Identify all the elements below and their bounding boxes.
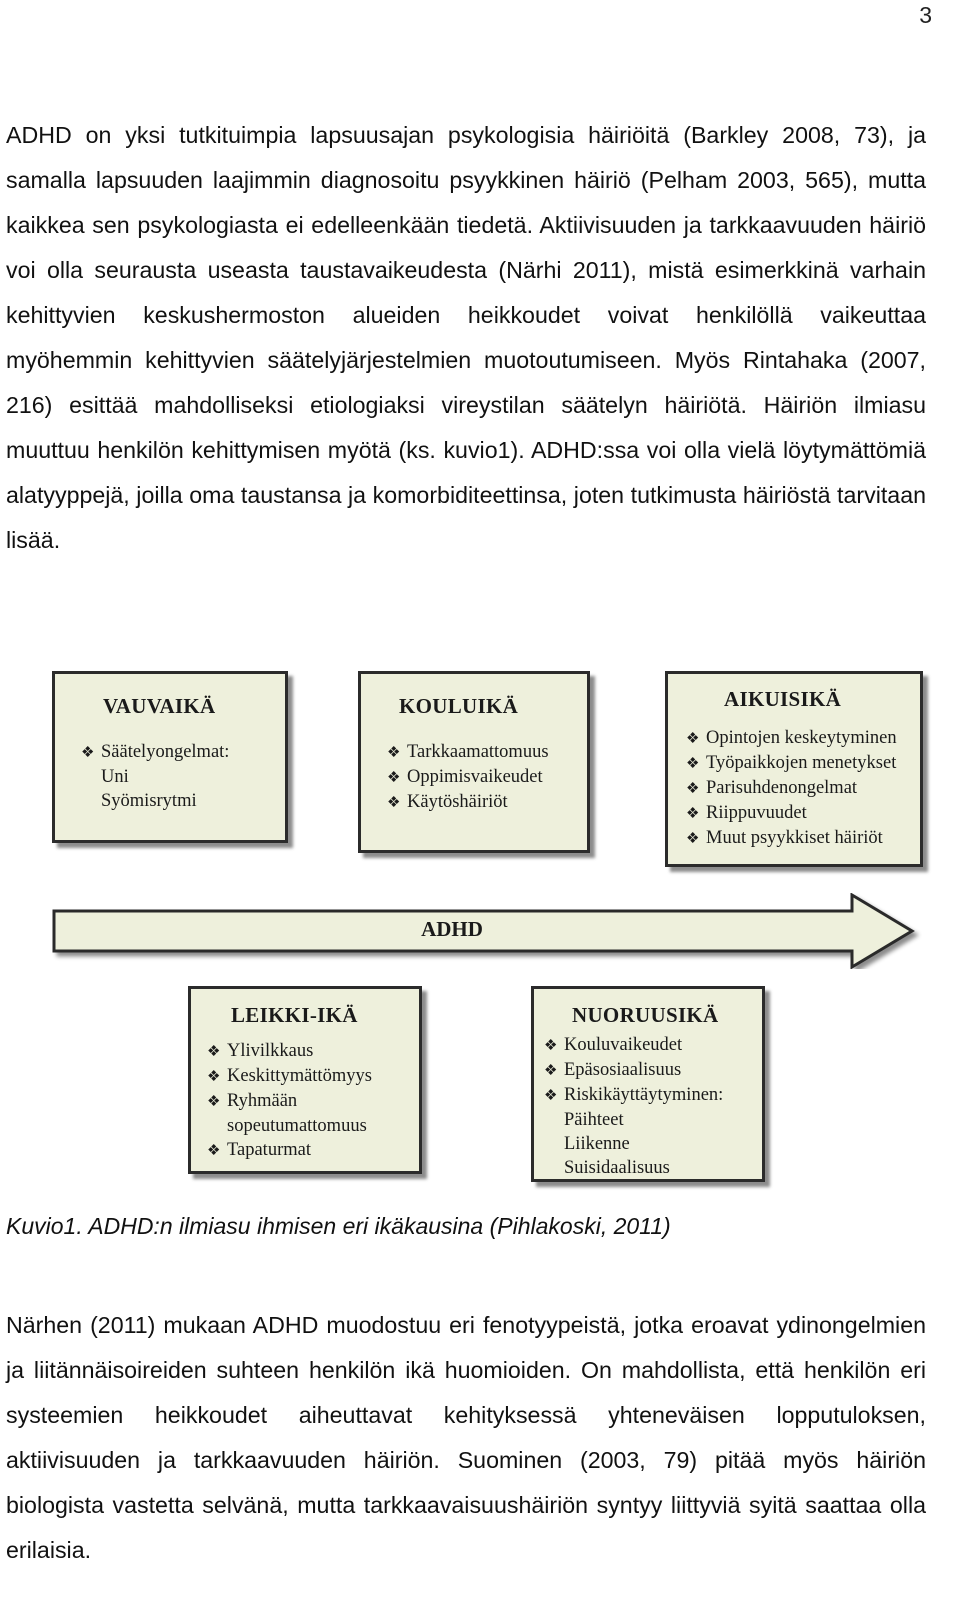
diamond-bullet-icon: ❖ [686, 756, 700, 772]
box-vauvaika [52, 671, 288, 843]
box-kouluika [358, 671, 590, 853]
diamond-bullet-icon: ❖ [387, 745, 401, 761]
list-item: ❖ Parisuhdenongelmat [686, 776, 897, 801]
list-item: sopeutumattomuus [227, 1116, 367, 1136]
body-paragraph-1: ADHD on yksi tutkituimpia lapsuusajan psykologisia häiriöitä (Barkley 2008, 73), ja samalla lapsuuden laajimmin diagnosoitu psyykkinen häiriö (Pelham 2003, 565), mutta kaikkea sen psykologiasta ei edelleenkään tiedetä. Aktiivisuuden ja tarkkaavuuden häiriö voi olla seurausta useasta taustavaikeudesta (Närhi 2011), mistä esimerkkinä varhain kehittyvien keskushermoston alueiden heikkoudet voivat henkilöllä vaikeuttaa myöhemmin kehittyvien säätelyjärjestelmien muotoutumiseen. Myös Rintahaka (2007, 216) esittää mahdolliseksi etiologiaksi vireystilan säätelyn häiriötä. Häiriön ilmiasu muuttuu henkilön kehittymisen myötä (ks. kuvio1). ADHD:ssa voi olla vielä löytymättömiä alatyyppejä, joilla oma taustansa ja komorbiditeettinsa, joten tutkimusta häiriöstä tarvitaan lisää. [6, 122, 926, 553]
diamond-bullet-icon: ❖ [81, 745, 95, 761]
adhd-timeline-arrow [52, 893, 922, 969]
figure-caption: Kuvio1. ADHD:n ilmiasu ihmisen eri ikäkausina (Pihlakoski, 2011) [6, 1213, 671, 1239]
box-list-kouluika [387, 740, 549, 815]
list-item: ❖ Riskikäyttäytyminen: [544, 1083, 723, 1108]
box-title-vauvaika: VAUVAIKÄ [103, 694, 216, 718]
box-list-aikuisika [686, 726, 897, 851]
list-item: ❖ Kouluvaikeudet [544, 1033, 723, 1058]
list-item: Uni [101, 767, 129, 787]
diamond-bullet-icon: ❖ [387, 795, 401, 811]
diamond-bullet-icon: ❖ [207, 1069, 221, 1085]
box-list-leikki-ika [207, 1039, 372, 1163]
page-number: 3 [919, 2, 932, 28]
box-list-nuoruusika [544, 1033, 723, 1180]
list-item: ❖ Työpaikkojen menetykset [686, 751, 897, 776]
list-item: Syömisrytmi [101, 791, 197, 811]
list-item: ❖ Epäsosiaalisuus [544, 1058, 723, 1083]
box-list-vauvaika [81, 740, 229, 813]
diamond-bullet-icon: ❖ [544, 1063, 558, 1079]
list-item: ❖ Ryhmään [207, 1089, 372, 1114]
list-item: ❖ Ylivilkkaus [207, 1039, 372, 1064]
diamond-bullet-icon: ❖ [387, 770, 401, 786]
body-paragraph-2: Närhen (2011) mukaan ADHD muodostuu eri fenotyypeistä, jotka eroavat ydinongelmien ja liitännäisoireiden suhteen henkilön ikä huomioiden. On mahdollista, että henkilön eri systeemien heikkoudet aiheuttavat kehityksessä yhteneväisen lopputuloksen, aktiivisuuden ja tarkkaavuuden häiriön. Suominen (2003, 79) pitää myös häiriön biologista vastetta selvänä, mutta tarkkaavaisuushäiriön syntyy liittyviä syitä saattaa olla erilaisia. [6, 1312, 926, 1563]
box-aikuisika [665, 671, 923, 867]
box-title-aikuisika: AIKUISIKÄ [724, 687, 842, 711]
box-title-kouluika: KOULUIKÄ [399, 694, 519, 718]
diamond-bullet-icon: ❖ [207, 1143, 221, 1159]
diamond-bullet-icon: ❖ [544, 1038, 558, 1054]
list-item: ❖ Tapaturmat [207, 1138, 372, 1163]
list-item: Liikenne [564, 1134, 630, 1154]
list-item: ❖ Oppimisvaikeudet [387, 765, 549, 790]
box-nuoruusika [531, 986, 765, 1182]
box-title-nuoruusika: NUORUUSIKÄ [572, 1003, 719, 1027]
box-title-leikki-ika: LEIKKI-IKÄ [231, 1003, 358, 1027]
list-item: ❖ Säätelyongelmat: [81, 740, 229, 765]
list-item: ❖ Käytöshäiriöt [387, 790, 549, 815]
list-item: ❖ Riippuvuudet [686, 801, 897, 826]
list-item: Suisidaalisuus [564, 1158, 670, 1178]
list-item: ❖ Tarkkaamattomuus [387, 740, 549, 765]
diamond-bullet-icon: ❖ [686, 831, 700, 847]
diamond-bullet-icon: ❖ [207, 1094, 221, 1110]
list-item: ❖ Opintojen keskeytyminen [686, 726, 897, 751]
diamond-bullet-icon: ❖ [686, 806, 700, 822]
diamond-bullet-icon: ❖ [207, 1044, 221, 1060]
diamond-bullet-icon: ❖ [544, 1088, 558, 1104]
diamond-bullet-icon: ❖ [686, 781, 700, 797]
list-item: ❖ Muut psyykkiset häiriöt [686, 826, 897, 851]
list-item: Päihteet [564, 1110, 624, 1130]
diamond-bullet-icon: ❖ [686, 731, 700, 747]
box-leikki-ika [188, 986, 422, 1174]
arrow-label: ADHD [421, 917, 483, 941]
list-item: ❖ Keskittymättömyys [207, 1064, 372, 1089]
